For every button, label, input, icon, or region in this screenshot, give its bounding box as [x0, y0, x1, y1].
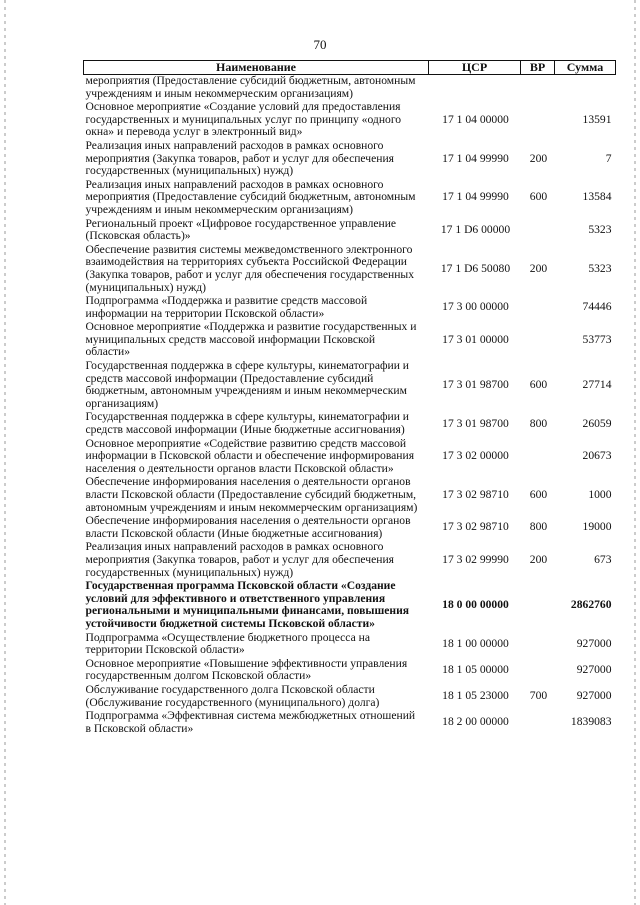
- row-vr: 800: [529, 520, 548, 534]
- row-vr: 200: [529, 261, 548, 275]
- row-name: Подпрограмма «Осуществление бюджетного процесса на территории Псковской области»: [85, 630, 370, 657]
- table-row: [84, 438, 616, 477]
- table-row: [84, 632, 616, 658]
- budget-table: [83, 60, 616, 736]
- row-name: Обеспечение информирования населения о деятельности органов власти Псковской области (Предоставление субсидий бюджетным, автономным учреждениям и иным некоммерческим организациям): [85, 475, 418, 514]
- table-row: [84, 101, 616, 140]
- row-sum: 1839083: [570, 715, 612, 729]
- row-csr: 17 1 D6 50080: [440, 261, 511, 275]
- row-csr: 17 3 02 00000: [442, 449, 509, 463]
- row-csr: [429, 75, 521, 102]
- scan-edge-right: [634, 0, 636, 905]
- row-sum: 927000: [576, 689, 612, 703]
- row-sum: 74446: [582, 300, 612, 314]
- row-csr: 17 3 02 99990: [442, 552, 509, 566]
- row-vr: 200: [529, 151, 548, 165]
- table-row: [84, 360, 616, 411]
- row-name: Реализация иных направлений расходов в рамках основного мероприятия (Закупка товаров, работ и услуг для обеспечения государственных (муниципальных) нужд): [85, 138, 394, 178]
- row-csr: 18 0 00 00000: [442, 598, 509, 612]
- row-sum: 27714: [582, 377, 612, 391]
- row-sum: 5323: [588, 261, 612, 275]
- row-vr: [521, 658, 555, 684]
- row-sum: 53773: [582, 332, 612, 346]
- table-row: [84, 684, 616, 710]
- row-name: Государственная поддержка в сфере культуры, кинематографии и средств массовой информации (Иные бюджетные ассигнования): [85, 410, 410, 437]
- row-name: Основное мероприятие «Повышение эффективности управления государственным долгом Псковской области»: [85, 656, 408, 683]
- scan-edge-left: [4, 0, 6, 905]
- table-row: [84, 179, 616, 218]
- page-number: 70: [313, 37, 327, 52]
- row-sum: 5323: [588, 222, 612, 236]
- row-name: Реализация иных направлений расходов в рамках основного мероприятия (Предоставление субсидий бюджетным, автономным учреждениям и иным некоммерческим организациям): [85, 177, 416, 216]
- row-vr: [521, 710, 555, 736]
- row-name: Государственная поддержка в сфере культуры, кинематографии и средств массовой информации (Предоставление субсидий бюджетным, автономным учреждениям и иным некоммерческим организациям): [85, 359, 410, 410]
- row-csr: 18 1 05 00000: [442, 663, 509, 677]
- table-row: [84, 295, 616, 321]
- row-sum: 927000: [576, 663, 612, 677]
- table-body: [84, 75, 616, 737]
- row-vr: 600: [529, 488, 548, 501]
- row-vr: 800: [529, 416, 548, 430]
- header-csr: ЦСР: [429, 61, 521, 75]
- row-vr: 600: [529, 190, 548, 204]
- header-sum: Сумма: [555, 61, 616, 75]
- row-sum: 19000: [582, 520, 612, 534]
- row-vr: [521, 321, 555, 360]
- row-csr: 17 3 00 00000: [442, 300, 509, 314]
- table-row: [84, 411, 616, 437]
- row-csr: 17 1 04 99990: [442, 151, 509, 165]
- row-csr: 17 1 04 99990: [442, 190, 509, 204]
- row-vr: [521, 101, 555, 140]
- row-vr: [521, 218, 555, 244]
- table-header-row: [84, 61, 616, 75]
- row-sum: 13584: [582, 190, 612, 204]
- row-csr: 18 1 05 23000: [442, 689, 509, 703]
- row-name: Государственная программа Псковской области «Создание условий для эффективного и ответственного управления региональными и муниципальными финансами, повышения устойчивости бюджетной системы Псковской области»: [85, 579, 410, 630]
- row-sum: 2862760: [570, 598, 612, 612]
- row-csr: 17 3 02 98710: [442, 520, 509, 534]
- row-name: Обеспечение развития системы межведомственного электронного взаимодействия на территориях субъекта Российской Федерации (Закупка товаров, работ и услуг для обеспечения государственных (муниципальных) нужд): [85, 242, 414, 294]
- row-csr: 17 3 02 98710: [442, 488, 509, 501]
- table-row: [84, 476, 616, 515]
- row-csr: 17 1 D6 00000: [440, 222, 511, 236]
- row-name: Основное мероприятие «Поддержка и развитие государственных и муниципальных средств массовой информации Псковской области»: [85, 320, 417, 359]
- row-csr: 17 3 01 98700: [442, 377, 509, 391]
- table-row: [84, 140, 616, 179]
- table-row: [84, 658, 616, 684]
- table-row: [84, 75, 616, 102]
- row-sum: 673: [594, 552, 612, 566]
- row-csr: 18 1 00 00000: [442, 636, 509, 650]
- table-row: [84, 541, 616, 580]
- row-vr: [521, 75, 555, 102]
- row-name: Реализация иных направлений расходов в рамках основного мероприятия (Закупка товаров, работ и услуг для обеспечения государственных (муниципальных) нужд): [85, 540, 394, 579]
- table-row: [84, 710, 616, 736]
- header-vr: ВР: [521, 61, 555, 75]
- row-sum: 927000: [576, 636, 612, 650]
- row-csr: 18 2 00 00000: [442, 715, 509, 729]
- row-name: Подпрограмма «Поддержка и развитие средств массовой информации на территории Псковской области»: [85, 294, 368, 320]
- row-csr: 17 3 01 00000: [442, 332, 509, 346]
- header-name: Наименование: [84, 61, 429, 75]
- row-name: Обслуживание государственного долга Псковской области (Обслуживание государственного (муниципального) долга): [85, 682, 380, 709]
- table-row: [84, 515, 616, 541]
- row-name: мероприятия (Предоставление субсидий бюджетным, автономным учреждениям и иным некоммерческим организациям): [85, 74, 416, 100]
- row-vr: [521, 632, 555, 658]
- row-vr: [521, 438, 555, 477]
- row-vr: 200: [529, 552, 548, 566]
- row-csr: 17 3 01 98700: [442, 416, 509, 430]
- row-name: Подпрограмма «Эффективная система межбюджетных отношений в Псковской области»: [85, 709, 416, 735]
- row-name: Региональный проект «Цифровое государственное управление (Псковская область)»: [85, 216, 397, 243]
- row-name: Основное мероприятие «Создание условий для предоставления государственных и муниципальных услуг по принципу «одного окна» и перевода услуг в электронный вид»: [85, 100, 402, 139]
- row-name: Основное мероприятие «Содействие развитию средств массовой информации в Псковской области и обеспечение информирования населения о деятельности органов власти Псковской области»: [85, 436, 415, 475]
- row-vr: 600: [529, 377, 548, 391]
- row-sum: 7: [605, 151, 612, 165]
- row-csr: 17 1 04 00000: [442, 112, 509, 126]
- row-sum: [555, 75, 616, 102]
- table-row: [84, 218, 616, 244]
- row-vr: [521, 580, 555, 631]
- row-sum: 13591: [582, 112, 612, 126]
- row-sum: 26059: [582, 416, 612, 430]
- row-sum: 1000: [588, 488, 612, 501]
- table-row: [84, 244, 616, 295]
- table-row: [84, 580, 616, 631]
- row-vr: [521, 295, 555, 321]
- row-vr: 700: [529, 689, 548, 703]
- row-name: Обеспечение информирования населения о деятельности органов власти Псковской области (Иные бюджетные ассигнования): [85, 514, 411, 540]
- table-row: [84, 321, 616, 360]
- row-sum: 20673: [582, 449, 612, 463]
